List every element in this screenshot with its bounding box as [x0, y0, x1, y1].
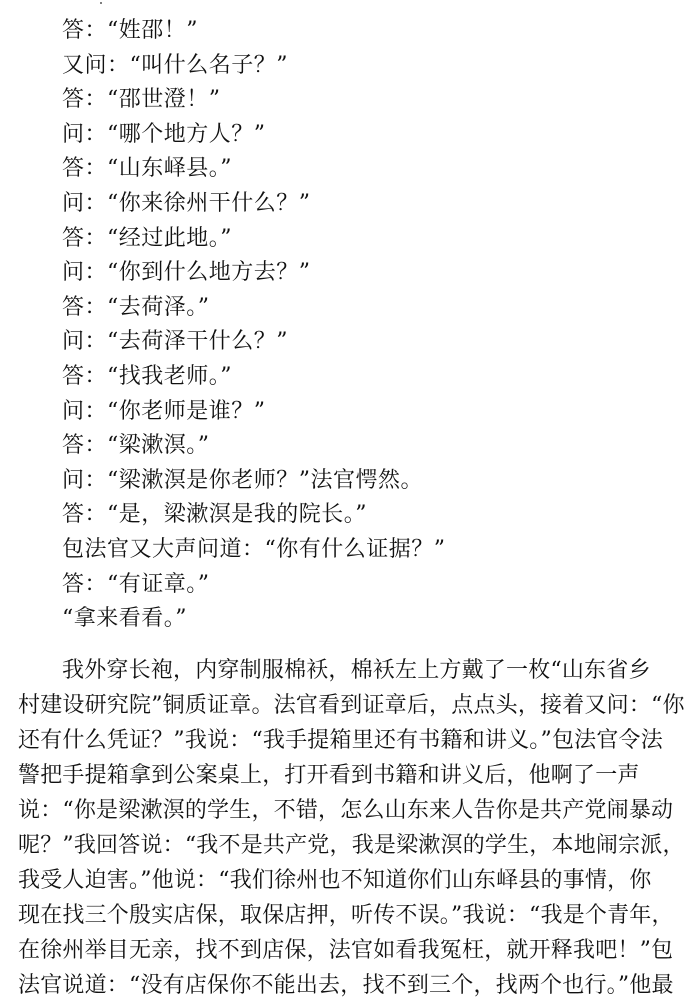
dialogue-line: 答：“梁漱溟。”: [62, 433, 210, 459]
paragraph-line: 还有什么凭证？”我说：“我手提箱里还有书籍和讲义。”包法官令法: [18, 728, 663, 753]
dialogue-line: 问：“你来徐州干什么？”: [62, 190, 311, 216]
dialogue-block: [62, 14, 682, 637]
dialogue-line: 答：“有证章。”: [62, 571, 210, 597]
scan-speck: [100, 2, 102, 4]
paragraph-line: 说：“你是梁漱溟的学生，不错，怎么山东来人告你是共产党闹暴动: [18, 798, 674, 823]
paragraph-line: 现在找三个殷实店保，取保店押，听传不误。”我说：“我是个青年，: [18, 903, 674, 928]
paragraph-line: 法官说道：“没有店保你不能出去，找不到三个，找两个也行。”他最: [18, 973, 674, 998]
dialogue-line: 问：“你老师是谁？”: [62, 398, 266, 424]
paragraph-line: 我受人迫害。”他说：“我们徐州也不知道你们山东峄县的事情，你: [18, 868, 652, 893]
paragraph-line: 村建设研究院”铜质证章。法官看到证章后，点点头，接着又问：“你: [18, 693, 685, 718]
dialogue-line: 答：“去荷泽。”: [62, 294, 210, 320]
paragraph-line: 警把手提箱拿到公案桌上，打开看到书籍和讲义后，他啊了一声: [18, 763, 640, 788]
dialogue-line: 又问：“叫什么名子？”: [62, 52, 288, 78]
paragraph-line: 在徐州举目无亲，找不到店保，法官如看我冤枉，就开释我吧！”包: [18, 938, 674, 963]
dialogue-line: 问：“梁漱溟是你老师？”法官愕然。: [62, 467, 423, 493]
paragraph-line: 呢？”我回答说：“我不是共产党，我是梁漱溟的学生，本地闹宗派，: [18, 833, 685, 858]
dialogue-line: 问：“你到什么地方去？”: [62, 260, 311, 286]
dialogue-line: 答：“邵世澄！”: [62, 87, 221, 113]
dialogue-line: 答：“找我老师。”: [62, 363, 232, 389]
dialogue-line: “拿来看看。”: [62, 606, 187, 632]
dialogue-line: 包法官又大声问道：“你有什么证据？”: [62, 536, 446, 562]
dialogue-line: 答：“山东峄县。”: [62, 156, 232, 182]
dialogue-line: 问：“去荷泽干什么？”: [62, 329, 288, 355]
dialogue-line: 答：“经过此地。”: [62, 225, 232, 251]
dialogue-line: 答：“是，梁漱溟是我的院长。”: [62, 502, 367, 528]
dialogue-line: 答：“姓邵！”: [62, 18, 198, 43]
dialogue-line: 问：“哪个地方人？”: [62, 121, 266, 147]
narrative-paragraph: [18, 653, 688, 1003]
paragraph-line: 我外穿长袍，内穿制服棉袄，棉袄左上方戴了一枚“山东省乡: [62, 658, 651, 683]
